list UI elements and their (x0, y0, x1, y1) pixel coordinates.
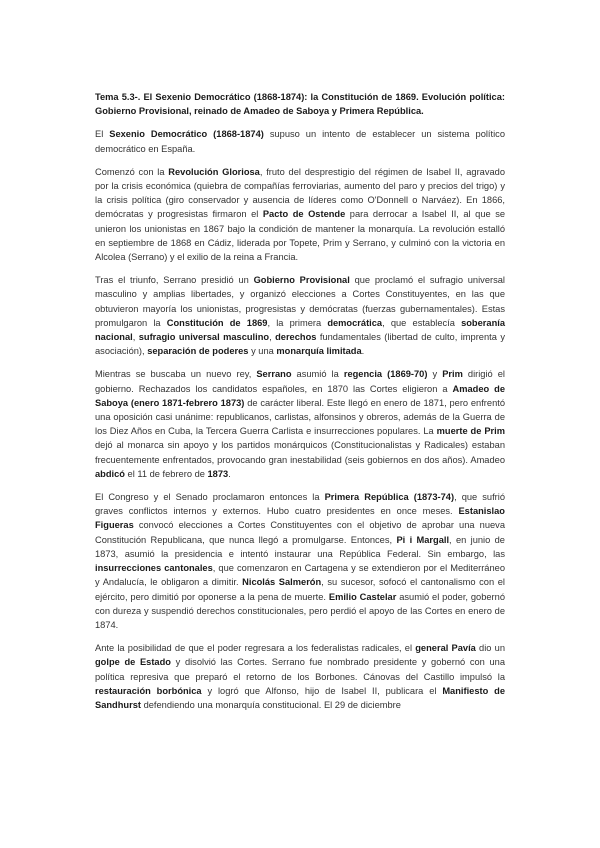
bold-term: Estanislao Figueras (95, 506, 505, 531)
bold-term: derechos (275, 332, 317, 343)
text-run: dirigió el gobierno. Rechazados los candidatos españoles, en 1870 las Cortes eligieron a (95, 369, 505, 394)
text-run: Mientras se buscaba un nuevo rey, (95, 369, 257, 380)
text-run: el 11 de febrero de (124, 468, 208, 479)
bold-term: muerte de Prim (436, 426, 505, 437)
bold-term: Pi i Margall (396, 534, 450, 545)
bold-term: Prim (442, 369, 463, 380)
bold-term: restauración borbónica (95, 685, 202, 696)
text-run: . (228, 468, 231, 479)
text-run: fundamentales (libertad de culto, imprenta y asociación), (95, 332, 505, 357)
text-run: Comenzó con la (95, 166, 169, 177)
document-page (95, 90, 505, 721)
bold-term: Pacto de Ostende (262, 209, 346, 220)
text-run: convocó elecciones a Cortes Constituyentes con el objetivo de aprobar una nueva Constitución Republicana, que nunca llegó a promulgarse. Entonces, (95, 520, 505, 545)
text-run: , su sucesor, sofocó el cantonalismo con el ejército, pero dimitió por oponerse a la pena de muerte. (95, 577, 505, 602)
bold-term: Serrano (256, 369, 292, 380)
text-run: de carácter liberal. Este llegó en enero de 1871, pero enfrentó una oposición casi unánime: republicanos, carlistas, alfonsinos y obreros, además de la Guerra de los Diez Años en Cuba, la Tercera Guerra Carlista e insurrecciones populares. La (95, 397, 505, 437)
paragraph-amadeo-de-saboya (95, 367, 505, 481)
bold-term: Amadeo de Saboya (enero 1871-febrero 1873) (95, 383, 505, 408)
text-run: que proclamó el sufragio universal masculino y amplias libertades, y organizó elecciones a Cortes Constituyentes, en las que obtuvieron mayoría los unionistas, progresistas y demócratas (fuerzas gubernamentales). Estas promulgaron la (95, 275, 505, 328)
text-run: y logró que Alfonso, hijo de Isabel II, publicara el (201, 685, 443, 696)
text-run: defendiendo una monarquía constitucional. El 29 de diciembre (140, 699, 401, 710)
text-run: asumió el poder, gobernó con dureza y suspendió derechos constitucionales, pero perdió el apoyo de las Cortes en enero de 1874. (95, 591, 505, 630)
bold-term: insurrecciones cantonales (95, 563, 213, 574)
paragraph-golpe-pavia (95, 641, 505, 712)
bold-term: abdicó (95, 468, 125, 479)
bold-term: separación de poderes (147, 346, 249, 357)
text-run: dejó al monarca sin apoyo y los partidos monárquicos (Constitucionalistas y Radicales) estaban frecuentemente enfrentados, provocando gran inestabilidad (seis gobiernos en dos años). Amadeo (95, 440, 505, 465)
text-run: y disolvió las Cortes. Serrano fue nombrado presidente y gobernó con una política represiva que preparó el retorno de los Borbones. Cánovas del Castillo impulsó la (95, 657, 505, 682)
text-run: asumió la (291, 369, 344, 380)
bold-term: general Pavía (415, 643, 476, 654)
bold-term: Manifiesto de Sandhurst (95, 685, 505, 710)
bold-term: regencia (1869-70) (343, 369, 428, 380)
bold-term: Sexenio Democrático (1868-1874) (109, 129, 264, 140)
bold-term: Nicolás Salmerón (242, 577, 322, 588)
text-run: y (427, 369, 443, 380)
text-run: Tras el triunfo, Serrano presidió un (95, 275, 254, 286)
bold-term: sufragio universal masculino (138, 332, 270, 343)
bold-term: democrática (327, 317, 383, 328)
text-run: , que comenzaron en Cartagena y se extendieron por el Mediterráneo y Andalucía, le obligaron a dimitir. (95, 563, 505, 588)
text-run: , fruto del desprestigio del régimen de Isabel II, agravado por la crisis económica (quiebra de compañías ferroviarias, aumento del paro y precios del trigo) y la crisis política (giro conservador y ausencia de líderes como O'Donnell o Narváez). En 1866, demócratas y progresistas firmaron el (95, 166, 506, 220)
bold-term: soberanía nacional (95, 317, 505, 343)
text-run: , (132, 332, 139, 343)
bold-term: monarquía limitada (276, 346, 362, 357)
bold-term: Emilio Castelar (328, 591, 397, 602)
bold-term: Primera República (1873-74) (324, 492, 455, 503)
paragraph-gobierno-provisional (95, 273, 505, 358)
text-run: Ante la posibilidad de que el poder regresara a los federalistas radicales, el (95, 643, 416, 654)
text-run: supuso un intento de establecer un sistema político democrático en España. (95, 129, 505, 154)
text-run: . (361, 346, 365, 357)
text-run: , en junio de 1873, asumió la presidencia e intentó instaurar una República Federal. Sin embargo, las (95, 534, 505, 559)
paragraph-primera-republica (95, 490, 505, 632)
text-run: , (269, 332, 276, 343)
text-run: El (95, 129, 110, 140)
text-run: El Congreso y el Senado proclamaron entonces la (95, 492, 325, 503)
bold-term: golpe de Estado (95, 657, 171, 668)
text-run: , que establecía (382, 317, 462, 328)
text-run: , la primera (267, 317, 328, 328)
paragraph-revolucion-gloriosa (95, 165, 505, 264)
text-run: para derrocar a Isabel II, al que se unieron los unionistas en 1867 bajo la condición de mantener la monarquía. La revolución estalló en septiembre de 1868 en Cádiz, liderada por Topete, Prim y Serrano, y culminó con la victoria en Alcolea (Serrano) y el exilio de la reina a Francia. (95, 209, 506, 263)
text-run: , que sufrió graves conflictos internos y externos. Hubo cuatro presidentes en once meses. (95, 492, 505, 517)
text-run: y una (248, 346, 277, 357)
text-run: dio un (475, 643, 505, 654)
document-title: Tema 5.3-. El Sexenio Democrático (1868-1874): la Constitución de 1869. Evolución política: Gobierno Provisional, reinado de Amadeo de Saboya y Primera República. (95, 92, 505, 117)
bold-term: 1873 (207, 468, 229, 479)
bold-term: Gobierno Provisional (253, 275, 350, 286)
paragraph-sexenio-intro (95, 127, 505, 155)
bold-term: Constitución de 1869 (166, 317, 268, 328)
bold-term: Revolución Gloriosa (168, 166, 260, 177)
